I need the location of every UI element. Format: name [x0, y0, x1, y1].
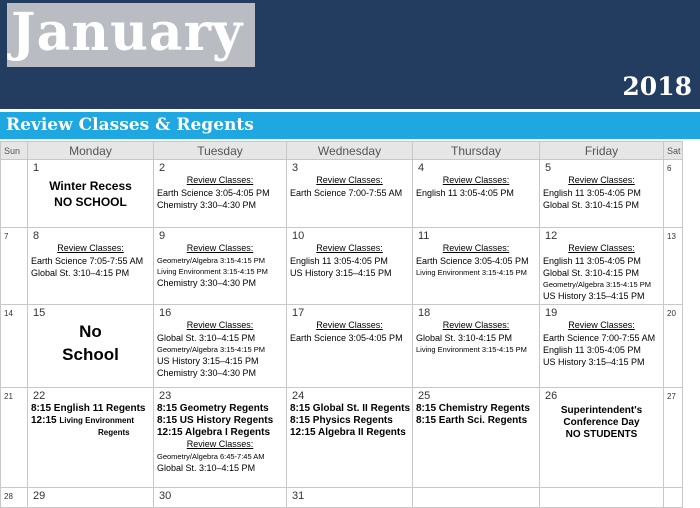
calendar-grid: [0, 141, 683, 508]
day-cell: [154, 488, 287, 508]
review-heading: Review Classes:: [316, 175, 383, 185]
special-line: Winter Recess: [49, 179, 132, 193]
day-cell: [28, 388, 154, 488]
day-cell: [287, 488, 413, 508]
review-line: English 11 3:05-4:05 PM: [543, 345, 641, 355]
day-number: 28: [4, 492, 13, 501]
day-cell: [28, 305, 154, 388]
day-number: 11: [418, 230, 430, 242]
day-number: 5: [545, 162, 552, 174]
day-cell: [540, 388, 664, 488]
review-heading: Review Classes:: [316, 243, 383, 253]
day-cell-sun: [1, 305, 28, 388]
review-line: Living Environment 3:15-4:15 PM: [157, 267, 268, 276]
section-banner: [0, 112, 700, 139]
day-number: 22: [33, 390, 46, 402]
week-row: [1, 160, 683, 228]
day-number: 31: [292, 490, 305, 502]
special-line: Conference Day: [563, 417, 640, 428]
day-number: 21: [4, 392, 13, 401]
day-content: [28, 178, 153, 210]
special-line: No: [79, 322, 102, 341]
day-cell-sat: [664, 228, 683, 305]
day-content: [413, 243, 539, 278]
regents-line: 8:15 Geometry Regents: [157, 403, 269, 414]
review-line: Global St. 3:10-4:15 PM: [543, 200, 640, 210]
day-content: [540, 175, 663, 211]
day-cell: [287, 305, 413, 388]
day-number: 13: [667, 232, 676, 241]
review-line: English 11 3:05-4:05 PM: [416, 188, 514, 198]
weekday-wed: Wednesday: [287, 142, 413, 160]
regents-line: 8:15 English 11 Regents: [31, 403, 146, 414]
day-content: [540, 243, 663, 302]
review-heading: Review Classes:: [568, 243, 635, 253]
day-number: 19: [545, 307, 558, 319]
review-line: Global St. 3:10-4:15 PM: [543, 268, 640, 278]
day-number: 30: [159, 490, 172, 502]
special-note: [543, 405, 660, 441]
review-line: US History 3:15–4:15 PM: [290, 268, 392, 278]
day-content: [28, 403, 153, 439]
week-row: [1, 488, 683, 508]
regents-line: Regents: [98, 428, 130, 437]
day-number: [413, 488, 539, 490]
day-number: 20: [667, 309, 676, 318]
day-content: [413, 175, 539, 199]
review-heading: Review Classes:: [186, 320, 254, 330]
review-line: Earth Science 3:05-4:05 PM: [416, 256, 529, 266]
day-cell-sun: [1, 228, 28, 305]
day-number: 3: [292, 162, 299, 174]
review-heading: Review Classes:: [186, 243, 254, 253]
day-number: 25: [418, 390, 431, 402]
review-line: US History 3:15–4:15 PM: [543, 357, 645, 367]
review-heading: Review Classes:: [442, 243, 510, 253]
day-cell: [540, 488, 664, 508]
review-heading: Review Classes:: [186, 175, 254, 185]
weekday-sat: Sat: [664, 142, 683, 160]
day-content: [154, 403, 286, 474]
review-heading: Review Classes:: [57, 243, 124, 253]
day-cell-sat: [664, 305, 683, 388]
review-line: Global St. 3:10–4:15 PM: [31, 268, 130, 278]
day-content: [287, 320, 412, 344]
day-number: 10: [292, 230, 305, 242]
day-cell-sun: [1, 160, 28, 228]
day-content: [154, 243, 286, 289]
day-cell: [154, 160, 287, 228]
day-content: [540, 320, 663, 368]
day-content: [28, 243, 153, 279]
day-number: 23: [159, 390, 172, 402]
review-line: Living Environment 3:15-4:15 PM: [416, 268, 527, 277]
regents-line: 12:15 Algebra I Regents: [157, 427, 271, 438]
day-cell-sun: [1, 388, 28, 488]
day-cell: [287, 160, 413, 228]
day-cell: [154, 305, 287, 388]
day-number: 6: [667, 164, 672, 173]
day-cell: [28, 488, 154, 508]
review-heading: Review Classes:: [186, 439, 254, 449]
review-line: Chemistry 3:30–4:30 PM: [157, 278, 257, 288]
day-content: [540, 405, 663, 441]
review-line: Global St. 3:10-4:15 PM: [416, 333, 513, 343]
review-line: English 11 3:05-4:05 PM: [543, 188, 641, 198]
day-number: 17: [292, 307, 305, 319]
day-number: [1, 160, 27, 162]
day-cell: [540, 228, 664, 305]
day-number: 8: [33, 230, 40, 242]
day-cell: [413, 488, 540, 508]
day-cell-sat: [664, 160, 683, 228]
banner-title: Review Classes & Regents: [6, 115, 254, 135]
review-line: Geometry/Algebra 3:15-4:15 PM: [157, 256, 265, 265]
regents-line: 8:15 Earth Sci. Regents: [416, 415, 528, 426]
day-number: 16: [159, 307, 172, 319]
regents-line: 12:15 Algebra II Regents: [290, 427, 406, 438]
day-cell: [28, 228, 154, 305]
review-heading: Review Classes:: [316, 320, 383, 330]
day-number: 7: [4, 232, 9, 241]
month-title: January: [11, 2, 244, 63]
day-cell: [413, 305, 540, 388]
day-cell: [28, 160, 154, 228]
regents-line: 12:15 Living Environment: [31, 415, 135, 426]
special-note: [31, 320, 150, 366]
review-line: Living Environment 3:15-4:15 PM: [416, 345, 527, 354]
review-line: Earth Science 7:00-7:55 AM: [290, 188, 403, 198]
regents-line: 8:15 Global St. II Regents: [290, 403, 411, 414]
review-heading: Review Classes:: [568, 175, 635, 185]
regents-line: 8:15 US History Regents: [157, 415, 274, 426]
day-cell: [413, 228, 540, 305]
review-line: Global St. 3:10–4:15 PM: [157, 333, 256, 343]
year-label: 2018: [622, 72, 692, 101]
regents-line: 8:15 Physics Regents: [290, 415, 393, 426]
review-line: Geometry/Algebra 3:15-4:15 PM: [157, 345, 265, 354]
review-heading: Review Classes:: [568, 320, 635, 330]
day-number: 2: [159, 162, 166, 174]
day-number: 26: [545, 390, 558, 402]
day-content: [287, 403, 412, 439]
review-line: US History 3:15–4:15 PM: [543, 291, 645, 301]
review-line: Chemistry 3:30–4:30 PM: [157, 368, 257, 378]
day-cell: [287, 388, 413, 488]
weekday-mon: Monday: [28, 142, 154, 160]
weekday-thu: Thursday: [413, 142, 540, 160]
day-number: 4: [418, 162, 425, 174]
day-content: [154, 320, 286, 379]
review-line: Geometry/Algebra 6:45-7:45 AM: [157, 452, 265, 461]
review-line: Earth Science 3:05-4:05 PM: [290, 333, 403, 343]
day-content: [154, 175, 286, 211]
week-row: [1, 305, 683, 388]
review-line: Earth Science 3:05-4:05 PM: [157, 188, 270, 198]
review-line: Global St. 3:10–4:15 PM: [157, 463, 256, 473]
special-line: Superintendent's: [560, 405, 643, 416]
weekday-header-row: [1, 142, 683, 160]
day-cell: [154, 388, 287, 488]
regents-line: 8:15 Chemistry Regents: [416, 403, 530, 414]
review-heading: Review Classes:: [442, 175, 510, 185]
review-line: Earth Science 7:00-7:55 AM: [543, 333, 656, 343]
weekday-tue: Tuesday: [154, 142, 287, 160]
review-line: US History 3:15–4:15 PM: [157, 356, 259, 366]
review-line: Earth Science 7:05-7:55 AM: [31, 256, 144, 266]
weekday-sun: Sun: [1, 142, 28, 160]
day-number: 14: [4, 309, 13, 318]
day-cell: [540, 305, 664, 388]
day-cell: [413, 160, 540, 228]
month-title-box: [7, 3, 255, 67]
day-number: [540, 488, 663, 490]
special-line: School: [62, 345, 119, 364]
day-content: [287, 243, 412, 279]
day-content: [413, 403, 539, 427]
day-number: 24: [292, 390, 305, 402]
day-number: 9: [159, 230, 166, 242]
day-number: 27: [667, 392, 676, 401]
day-number: [664, 488, 682, 490]
day-number: 12: [545, 230, 558, 242]
day-cell-sat: [664, 388, 683, 488]
review-line: Chemistry 3:30–4:30 PM: [157, 200, 257, 210]
day-content: [28, 320, 153, 366]
day-number: 1: [33, 162, 40, 174]
day-cell: [540, 160, 664, 228]
week-row: [1, 228, 683, 305]
special-line: NO STUDENTS: [565, 429, 638, 440]
week-row: [1, 388, 683, 488]
review-line: English 11 3:05-4:05 PM: [290, 256, 388, 266]
review-line: Geometry/Algebra 3:15-4:15 PM: [543, 280, 651, 289]
day-number: 18: [418, 307, 431, 319]
day-cell: [154, 228, 287, 305]
special-note: [31, 178, 150, 210]
review-heading: Review Classes:: [442, 320, 510, 330]
day-cell-sun: [1, 488, 28, 508]
day-cell-sat: [664, 488, 683, 508]
day-cell: [287, 228, 413, 305]
special-line: NO SCHOOL: [54, 195, 127, 209]
day-number: 15: [33, 307, 46, 319]
day-content: [287, 175, 412, 199]
weekday-fri: Friday: [540, 142, 664, 160]
review-line: English 11 3:05-4:05 PM: [543, 256, 641, 266]
day-content: [413, 320, 539, 355]
day-cell: [413, 388, 540, 488]
calendar-header: [0, 0, 700, 109]
day-number: 29: [33, 490, 46, 502]
